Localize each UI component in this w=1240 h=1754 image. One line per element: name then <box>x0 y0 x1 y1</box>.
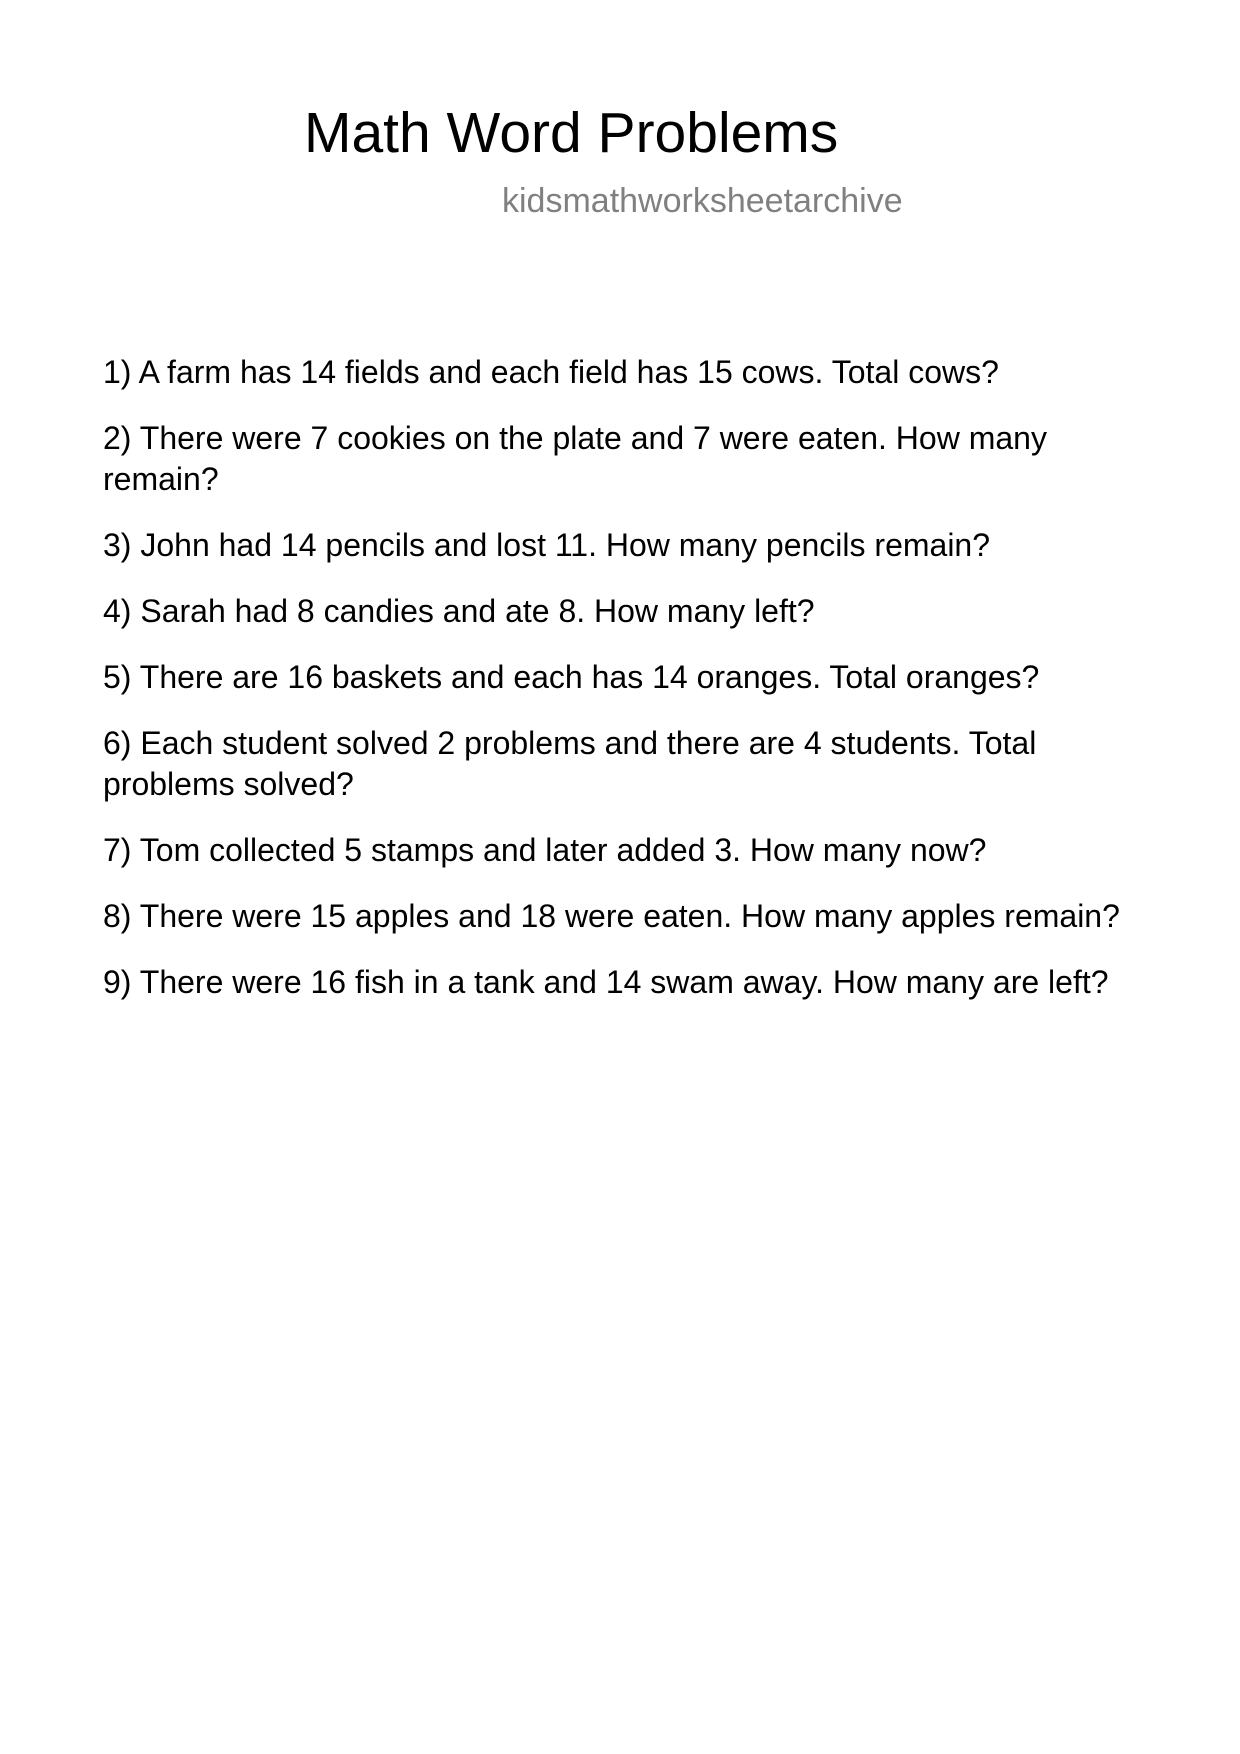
problem-text: There are 16 baskets and each has 14 oranges. Total oranges? <box>139 659 1040 695</box>
problem-number: 5) <box>103 659 132 695</box>
problem-text: There were 16 fish in a tank and 14 swam away. How many are left? <box>139 964 1109 1000</box>
problem-number: 3) <box>103 527 132 563</box>
problem-item <box>103 657 1143 698</box>
problem-item <box>103 962 1143 1003</box>
page-title: Math Word Problems <box>304 101 839 165</box>
problem-text: There were 7 cookies on the plate and 7 were eaten. How many remain? <box>103 420 1047 497</box>
problem-item <box>103 525 1143 566</box>
problem-number: 1) <box>103 354 132 390</box>
problem-text: John had 14 pencils and lost 11. How many pencils remain? <box>140 527 991 563</box>
problem-number: 2) <box>103 420 132 456</box>
problem-item <box>103 418 1143 500</box>
problem-number: 9) <box>103 964 132 1000</box>
problem-number: 6) <box>103 725 132 761</box>
problem-text: Tom collected 5 stamps and later added 3. How many now? <box>139 832 987 868</box>
page-subtitle: kidsmathworksheetarchive <box>502 182 903 220</box>
problem-item <box>103 723 1143 805</box>
problem-text: Sarah had 8 candies and ate 8. How many left? <box>140 593 815 629</box>
problem-text: A farm has 14 fields and each field has 15 cows. Total cows? <box>138 354 999 390</box>
problem-item <box>103 591 1143 632</box>
problem-text: There were 15 apples and 18 were eaten. How many apples remain? <box>139 898 1120 934</box>
problem-number: 7) <box>103 832 132 868</box>
problem-item <box>103 352 1143 393</box>
problem-number: 4) <box>103 593 132 629</box>
problem-text: Each student solved 2 problems and there are 4 students. Total problems solved? <box>103 725 1037 802</box>
problem-item <box>103 830 1143 871</box>
problem-number: 8) <box>103 898 132 934</box>
problem-list <box>103 352 1143 1028</box>
problem-item <box>103 896 1143 937</box>
